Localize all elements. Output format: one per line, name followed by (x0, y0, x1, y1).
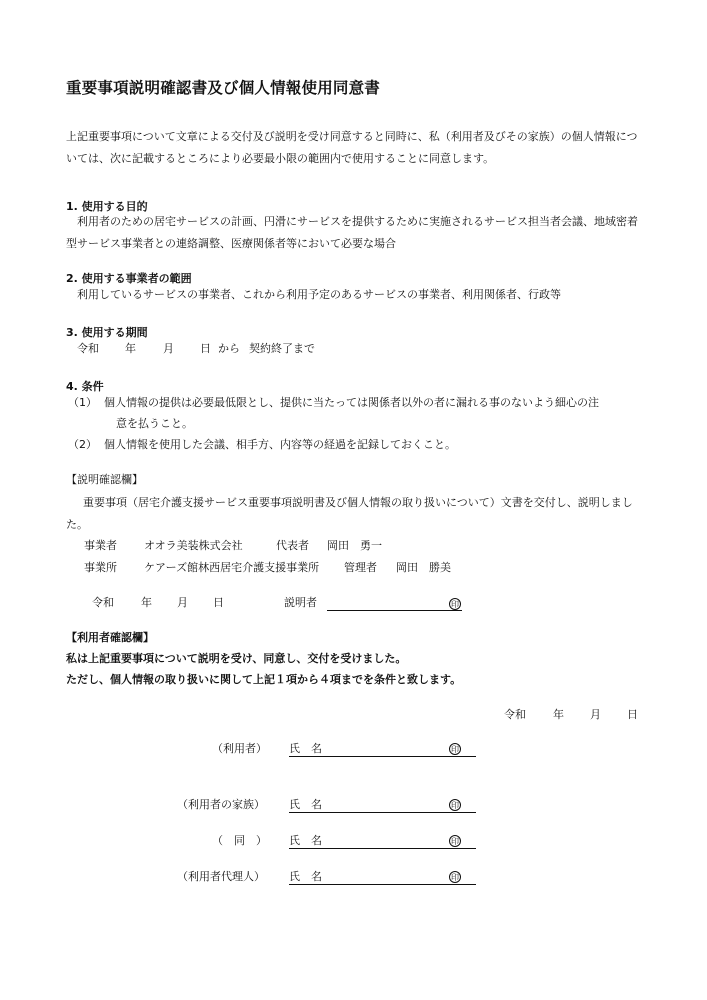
period-year: 年 (125, 342, 136, 355)
user-seal: 印 (451, 745, 459, 754)
manager-label: 管理者 (344, 561, 377, 574)
document-title: 重要事項説明確認書及び個人情報使用同意書 (66, 79, 381, 97)
family-signature-line[interactable] (289, 798, 476, 813)
explain-text: 重要事項（居宅介護支援サービス重要事項説明書及び個人情報の取り扱いについて）文書を交付し、説明しました。 (66, 496, 633, 531)
agent-name-label: 氏 名 (289, 870, 322, 883)
same-signature-line[interactable] (289, 834, 476, 849)
period-reiwa: 令和 (77, 342, 99, 355)
user-signature-line[interactable] (289, 742, 476, 757)
user-confirm-heading: 【利用者確認欄】 (66, 631, 154, 644)
condition-2-text: 個人情報を使用した会議、相手方、内容等の経過を記録しておくこと。 (104, 438, 456, 451)
representative-name: 岡田 勇一 (327, 539, 382, 552)
representative-label: 代表者 (276, 539, 309, 552)
same-seal: 印 (451, 837, 459, 846)
agent-seal: 印 (451, 873, 459, 882)
office-name: ケアーズ館林西居宅介護支援事業所 (144, 561, 320, 574)
condition-1-line2: 意を払うこと。 (116, 417, 193, 430)
section-2-heading: 2. 使用する事業者の範囲 (66, 272, 192, 285)
condition-1-line1: 個人情報の提供は必要最低限とし、提供に当たっては関係者以外の者に漏れる事のないよう細心の注 (104, 396, 599, 409)
user-date-month: 月 (590, 708, 601, 721)
user-date-year: 年 (553, 708, 564, 721)
period-day: 日 (200, 342, 211, 355)
user-date-day: 日 (627, 708, 638, 721)
section-1-body: 利用者のための居宅サービスの計画、円滑にサービスを提供するために実施されるサービス担当者会議、地域密着型サービス事業者との連絡調整、医療関係者等において必要な場合 (66, 215, 638, 250)
business-name: オオラ美装株式会社 (144, 539, 243, 552)
section-2-body: 利用しているサービスの事業者、これから利用予定のあるサービスの事業者、利用関係者、行政等 (77, 288, 561, 301)
family-label: （利用者の家族） (177, 798, 265, 811)
section-4-heading: 4. 条件 (66, 380, 104, 393)
explain-date-month: 月 (177, 596, 188, 609)
section-1-heading: 1. 使用する目的 (66, 200, 148, 213)
explainer-label: 説明者 (284, 596, 317, 609)
same-name-label: 氏 名 (289, 834, 322, 847)
period-from: から (218, 342, 240, 355)
period-until: 契約終了まで (249, 342, 315, 355)
user-name-label: 氏 名 (289, 742, 322, 755)
agent-signature-line[interactable] (289, 870, 476, 885)
explain-date-day: 日 (213, 596, 224, 609)
explain-date-reiwa: 令和 (92, 596, 114, 609)
family-name-label: 氏 名 (289, 798, 322, 811)
family-seal: 印 (451, 801, 459, 810)
explain-heading: 【説明確認欄】 (66, 473, 143, 486)
same-label: （ 同 ） (212, 834, 267, 847)
intro-paragraph: 上記重要事項について文章による交付及び説明を受け同意すると同時に、私（利用者及びその家族）の個人情報については、次に記載するところにより必要最小限の範囲内で使用することに同意します。 (66, 130, 638, 165)
section-3-heading: 3. 使用する期間 (66, 326, 148, 339)
period-month: 月 (163, 342, 174, 355)
business-label: 事業者 (84, 539, 117, 552)
user-confirm-line2: ただし、個人情報の取り扱いに関して上記１項から４項までを条件と致します。 (66, 673, 462, 686)
user-date-reiwa: 令和 (504, 708, 526, 721)
manager-name: 岡田 勝美 (396, 561, 451, 574)
condition-1-number: （1） (68, 396, 97, 409)
user-label: （利用者） (212, 742, 267, 755)
agent-label: （利用者代理人） (177, 870, 265, 883)
explainer-seal: 印 (451, 600, 459, 609)
explainer-signature-line[interactable] (327, 596, 462, 611)
office-label: 事業所 (84, 561, 117, 574)
condition-2-number: （2） (68, 438, 97, 451)
explain-date-year: 年 (141, 596, 152, 609)
user-confirm-line1: 私は上記重要事項について説明を受け、同意し、交付を受けました。 (66, 652, 407, 665)
